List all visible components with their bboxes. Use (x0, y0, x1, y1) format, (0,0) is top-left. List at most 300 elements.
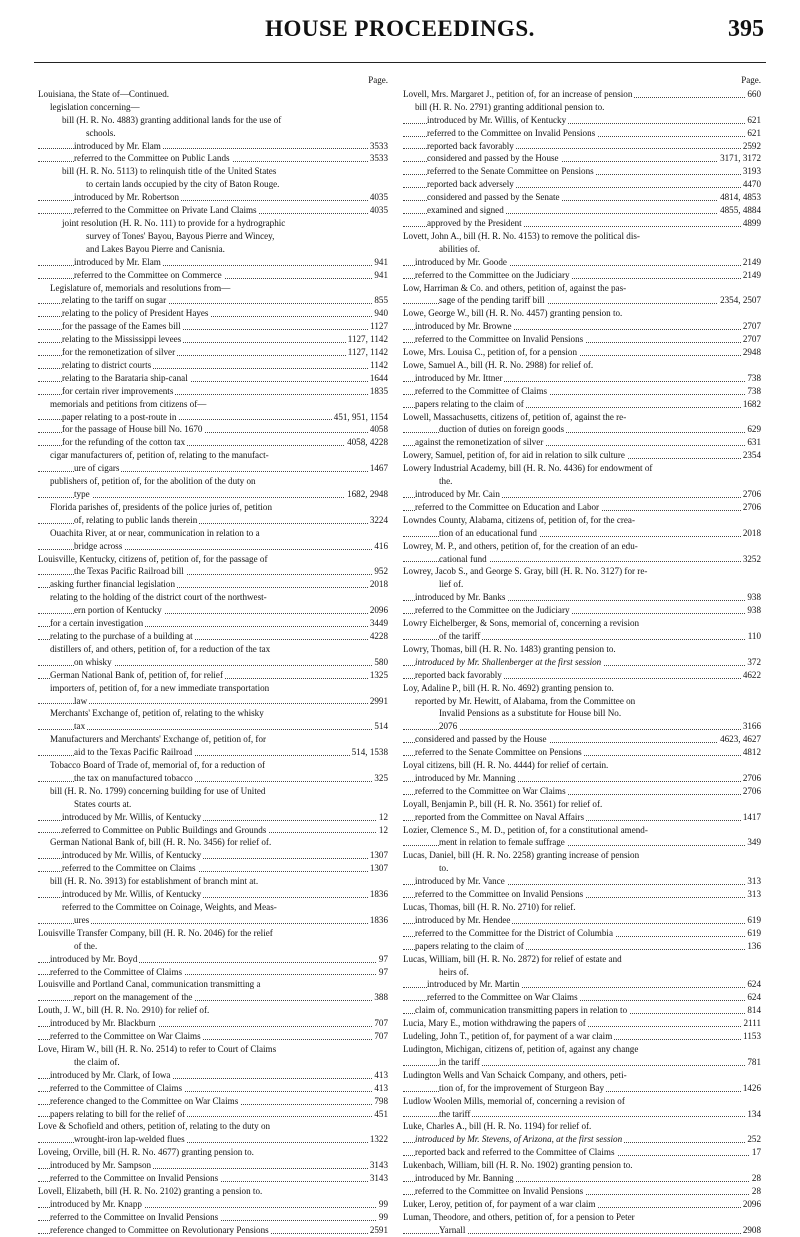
entry-page-ref: 2354, 2507 (720, 295, 761, 306)
entry-text: Lowe, Mrs. Louisa C., petition of, for a pension (403, 347, 578, 358)
index-entry (403, 501, 761, 514)
index-entry (38, 307, 388, 320)
index-entry (403, 682, 761, 695)
index-entry (403, 772, 761, 785)
entry-text: ment in relation to female suffrage (439, 837, 565, 848)
entry-page-ref: 1682, 2948 (347, 489, 388, 499)
index-entry (403, 333, 761, 346)
entry-text: bill (H. R. No. 3913) for establishment of branch mint at. (50, 876, 259, 887)
index-entry (38, 152, 388, 165)
index-entry (403, 191, 761, 204)
entry-text: Florida parishes of, presidents of the police juries of, petition (50, 501, 272, 512)
index-entry (38, 488, 388, 501)
entry-text: papers relating to the claim of (415, 940, 524, 951)
entry-page-ref: 110 (747, 630, 761, 641)
entry-text: against the remonetization of silver (415, 437, 544, 448)
index-entry (403, 991, 761, 1004)
index-entry (38, 1056, 388, 1069)
entry-text: introduced by Mr. Willis, of Kentucky (62, 811, 202, 822)
index-entry (403, 1069, 761, 1082)
index-entry (403, 462, 761, 475)
entry-text: referred to the Committee on Invalid Pensions (415, 1185, 584, 1196)
entry-page-ref: 97 (378, 953, 388, 964)
entry-text: Lowe, Samuel A., bill (H. R. No. 2988) for relief of. (403, 359, 594, 370)
index-entry (38, 411, 388, 424)
entry-text: relating to the tariff on sugar (62, 295, 167, 306)
entry-text: referred to the Committee on Coinage, Weights, and Meas- (62, 902, 277, 912)
index-entry (38, 824, 388, 837)
entry-page-ref: 4035 (369, 192, 388, 203)
entry-text: 2076 (439, 721, 458, 732)
entry-text: of, relating to public lands therein (74, 514, 198, 525)
entry-text: paper relating to a post-route in (62, 411, 177, 422)
index-entry (403, 1172, 761, 1185)
entry-page-ref: 451 (374, 1108, 388, 1119)
entry-page-ref: 3252 (742, 553, 761, 564)
entry-text: the tariff (439, 1108, 471, 1119)
entry-text: tion of, for the improvement of Sturgeon Bay (439, 1082, 605, 1093)
entry-text: Lucas, Thomas, bill (H. R. No. 2710) for relief. (403, 902, 576, 912)
index-entry (403, 282, 761, 295)
entry-page-ref: 1307 (369, 863, 388, 874)
entry-page-ref: 3143 (369, 1173, 388, 1184)
entry-text: relating to the Barataria ship-canal (62, 372, 188, 383)
index-entry (403, 798, 761, 811)
index-entry (38, 423, 388, 436)
entry-page-ref: 2908 (742, 1224, 761, 1235)
entry-text: Ludlow Woolen Mills, memorial of, concerning a revision of (403, 1095, 625, 1106)
index-entry (38, 953, 388, 966)
entry-text: Lovell, Mrs. Margaret J., petition of, for an increase of pension (403, 88, 633, 99)
index-entry (403, 398, 761, 411)
entry-page-ref: 99 (378, 1198, 388, 1209)
index-entry (38, 927, 388, 940)
index-entry (403, 565, 761, 578)
entry-page-ref: 349 (747, 837, 761, 848)
entry-text: introduced by Mr. Martin (427, 979, 520, 990)
index-entry (403, 256, 761, 269)
entry-page-ref: 1307 (369, 850, 388, 861)
entry-text: Merchants' Exchange of, petition of, relating to the whisky (50, 708, 264, 719)
entry-text: schools. (86, 127, 116, 138)
entry-text: Lucia, Mary E., motion withdrawing the papers of (403, 1018, 586, 1029)
entry-text: referred to Committee on Public Buildings and Grounds (62, 824, 267, 835)
index-entry (403, 630, 761, 643)
entry-text: ern portion of Kentucky (74, 605, 162, 616)
entry-text: referred to the Committee of Claims (415, 385, 548, 396)
index-entry (38, 230, 388, 243)
index-entry (403, 540, 761, 553)
index-entry (38, 733, 388, 746)
entry-text: aid to the Texas Pacific Railroad (74, 747, 193, 758)
entry-text: Manufacturers and Merchants' Exchange of, petition of, for (50, 734, 267, 745)
entry-text: relating to the policy of President Hayes (62, 308, 209, 319)
entry-text: introduced by Mr. Vance (415, 876, 505, 887)
index-entry (38, 695, 388, 708)
entry-text: of the. (74, 940, 98, 951)
entry-page-ref: 313 (747, 889, 761, 900)
entry-page-ref: 1325 (369, 669, 388, 680)
entry-page-ref: 938 (747, 605, 761, 616)
entry-text: referred to the Committee on Invalid Pensions (415, 889, 584, 900)
index-entry (38, 527, 388, 540)
index-entry (403, 514, 761, 527)
entry-page-ref: 2707 (742, 334, 761, 345)
entry-page-ref: 325 (374, 772, 388, 783)
entry-page-ref: 451, 951, 1154 (333, 411, 388, 422)
index-entry (403, 1082, 761, 1095)
index-entry (403, 88, 761, 101)
index-entry (403, 927, 761, 940)
entry-page-ref: 781 (747, 1056, 761, 1067)
index-entry (403, 488, 761, 501)
entry-page-ref: 2592 (742, 140, 761, 151)
index-entry (38, 178, 388, 191)
index-entry (403, 875, 761, 888)
entry-text: introduced by Mr. Elam (74, 256, 161, 267)
index-entry (38, 1198, 388, 1211)
entry-text: Louisville Transfer Company, bill (H. R. No. 2046) for the relief (38, 927, 273, 938)
index-entry (38, 1133, 388, 1146)
entry-text: papers relating to bill for the relief of (50, 1108, 186, 1119)
index-entry (38, 630, 388, 643)
index-entry (403, 152, 761, 165)
entry-text: reported from the Committee on Naval Affairs (415, 811, 585, 822)
entry-text: referred to the Committee on War Claims (427, 992, 578, 1003)
entry-text: Tobacco Board of Trade of, memorial of, for a reduction of (50, 760, 266, 771)
entry-page-ref: 388 (374, 992, 388, 1003)
entry-page-ref: 2706 (742, 489, 761, 499)
index-entry (38, 604, 388, 617)
entry-text: the Texas Pacific Railroad bill (74, 566, 184, 577)
entry-page-ref: 4622 (742, 669, 761, 680)
entry-text: Legislature of, memorials and resolutions from— (50, 282, 231, 293)
index-entry (403, 759, 761, 772)
entry-text: Low, Harriman & Co. and others, petition of, against the pas- (403, 282, 627, 293)
entry-page-ref: 2354 (742, 450, 761, 461)
index-entry (403, 204, 761, 217)
index-entry (38, 1082, 388, 1095)
entry-page-ref: 941 (374, 269, 388, 280)
entry-text: Loveing, Orville, bill (H. R. No. 4677) granting pension to. (38, 1147, 254, 1158)
entry-text: papers relating to the claim of (415, 398, 524, 409)
index-entry (38, 165, 388, 178)
entry-text: referred to the Committee on Invalid Pensions (50, 1173, 219, 1184)
entry-text: ure of cigars (74, 463, 120, 474)
entry-text: States courts at. (74, 798, 132, 809)
index-entry (403, 720, 761, 733)
index-entry (403, 423, 761, 436)
index-entry (403, 553, 761, 566)
index-entry (403, 695, 761, 708)
entry-page-ref: 2706 (742, 772, 761, 783)
entry-text: distillers of, and others, petition of, for a reduction of the tax (50, 643, 271, 654)
entry-text: the claim of. (74, 1056, 120, 1067)
entry-text: introduced by Mr. Boyd (50, 953, 138, 964)
index-entry (38, 759, 388, 772)
index-entry (403, 307, 761, 320)
entry-text: introduced by Mr. Clark, of Iowa (50, 1069, 171, 1080)
entry-text: abilities of. (439, 243, 480, 254)
page-header (0, 16, 800, 56)
entry-text: Luker, Leroy, petition of, for payment of a war claim (403, 1198, 596, 1209)
index-entry (403, 643, 761, 656)
entry-text: introduced by Mr. Browne (415, 321, 512, 332)
index-entry (38, 501, 388, 514)
index-entry (38, 256, 388, 269)
index-entry (38, 746, 388, 759)
index-entry (403, 1108, 761, 1121)
index-entry (403, 785, 761, 798)
entry-page-ref: 580 (374, 656, 388, 667)
entry-page-ref: 4035 (369, 205, 388, 216)
index-entry (403, 127, 761, 140)
index-entry (38, 991, 388, 1004)
entry-text: Lowndes County, Alabama, citizens of, petition of, for the crea- (403, 514, 635, 525)
entry-page-ref: 3193 (742, 166, 761, 177)
index-entry (403, 669, 761, 682)
index-entry (403, 888, 761, 901)
entry-page-ref: 4623, 4627 (720, 734, 761, 745)
entry-text: relating to district courts (62, 359, 152, 370)
entry-text: Loyall, Benjamin P., bill (H. R. No. 3561) for relief of. (403, 798, 603, 809)
index-entry (403, 836, 761, 849)
index-entry (38, 836, 388, 849)
entry-text: introduced by Mr. Hendee (415, 914, 511, 925)
entry-text: introduced by Mr. Willis, of Kentucky (62, 889, 202, 900)
index-entry (38, 204, 388, 217)
entry-page-ref: 1836 (369, 914, 388, 925)
entry-page-ref: 28 (751, 1173, 761, 1184)
index-entry (403, 114, 761, 127)
index-entry (38, 888, 388, 901)
entry-text: relating to the holding of the district court of the northwest- (50, 592, 267, 603)
entry-page-ref: 4855, 4884 (720, 205, 761, 216)
entry-text: the tax on manufactured tobacco (74, 772, 193, 783)
entry-text: Luman, Theodore, and others, petition of, for a pension to Peter (403, 1211, 635, 1222)
index-entry (38, 862, 388, 875)
entry-text: cational fund (439, 553, 487, 564)
entry-page-ref: 372 (747, 656, 761, 667)
entry-text: duction of duties on foreign goods (439, 424, 565, 435)
entry-text: Louisiana, the State of—Continued. (38, 88, 170, 99)
entry-text: Yarnall (439, 1224, 466, 1235)
entry-text: bill (H. R. No. 2791) granting additional pension to. (415, 101, 605, 112)
entry-page-ref: 3171, 3172 (720, 153, 761, 164)
index-entry (38, 656, 388, 669)
entry-text: referred to the Committee for the District of Columbia (415, 927, 613, 938)
entry-page-ref: 631 (747, 437, 761, 448)
entry-text: for the refunding of the cotton tax (62, 437, 186, 448)
entry-page-ref: 4470 (742, 179, 761, 190)
entry-text: tax (74, 721, 86, 732)
entry-text: Ludington Wells and Van Schaick Company, and others, peti- (403, 1069, 627, 1080)
entry-text: referred to the Committee on the Judiciary (415, 269, 570, 280)
index-entry (38, 140, 388, 153)
index-entry (38, 591, 388, 604)
entry-text: for certain river improvements (62, 385, 174, 396)
entry-page-ref: 1467 (369, 463, 388, 474)
index-entry (403, 914, 761, 927)
entry-page-ref: 3449 (369, 618, 388, 629)
index-entry (38, 385, 388, 398)
entry-text: Ouachita River, at or near, communication in relation to a (50, 527, 260, 538)
index-entry (38, 565, 388, 578)
index-entry (403, 1185, 761, 1198)
index-entry (38, 785, 388, 798)
index-entry (38, 475, 388, 488)
index-entry (38, 707, 388, 720)
entry-page-ref: 413 (374, 1069, 388, 1080)
entry-text: introduced by Mr. Elam (74, 140, 161, 151)
entry-text: Lowe, George W., bill (H. R. No. 4457) granting pension to. (403, 308, 623, 319)
entry-text: referred to the Committee on War Claims (415, 785, 566, 796)
entry-page-ref: 1644 (369, 372, 388, 383)
index-entry (38, 398, 388, 411)
index-entry (38, 1043, 388, 1056)
entry-page-ref: 3533 (369, 140, 388, 151)
entry-text: introduced by Mr. Shallenberger at the first session (415, 656, 602, 667)
index-entry (38, 875, 388, 888)
entry-page-ref: 3143 (369, 1160, 388, 1171)
entry-text: for a certain investigation (50, 618, 144, 629)
entry-page-ref: 1417 (742, 811, 761, 822)
entry-text: introduced by Mr. Willis, of Kentucky (62, 850, 202, 861)
entry-page-ref: 3533 (369, 153, 388, 164)
index-entry (38, 772, 388, 785)
index-entry (38, 643, 388, 656)
entry-text: to. (439, 863, 449, 874)
index-entry (403, 359, 761, 372)
entry-page-ref: 621 (747, 127, 761, 138)
entry-text: considered and passed by the House (427, 153, 559, 164)
entry-text: Lowrey, M. P., and others, petition of, for the creation of an edu- (403, 540, 638, 551)
index-entry (38, 333, 388, 346)
entry-page-ref: 136 (747, 940, 761, 951)
index-entry (38, 811, 388, 824)
entry-page-ref: 2018 (742, 527, 761, 538)
entry-text: asking further financial legislation (50, 579, 175, 590)
index-entry (403, 475, 761, 488)
index-entry (38, 320, 388, 333)
entry-page-ref: 252 (747, 1134, 761, 1145)
index-entry (38, 449, 388, 462)
entry-page-ref: 99 (378, 1211, 388, 1222)
index-entry (403, 436, 761, 449)
entry-text: considered and passed by the Senate (427, 192, 560, 203)
entry-text: referred to the Committee on the Judiciary (415, 605, 570, 616)
entry-text: survey of Tones' Bayou, Bayous Pierre and Wincey, (86, 230, 275, 241)
entry-text: type (74, 489, 90, 499)
entry-text: Lovell, Elizabeth, bill (H. R. No. 2102) granting a pension to. (38, 1185, 263, 1196)
index-entry (403, 953, 761, 966)
index-entry (38, 1224, 388, 1237)
index-entry (403, 230, 761, 243)
entry-page-ref: 619 (747, 914, 761, 925)
entry-text: Louisville and Portland Canal, communication transmitting a (38, 979, 261, 990)
entry-text: Lukenbach, William, bill (H. R. No. 1902) granting pension to. (403, 1160, 633, 1171)
index-entry (403, 1030, 761, 1043)
entry-page-ref: 1127, 1142 (347, 347, 388, 358)
entry-text: introduced by Mr. Robertson (74, 192, 180, 203)
entry-text: referred to the Senate Committee on Pensions (415, 747, 582, 758)
index-entry (403, 527, 761, 540)
entry-page-ref: 738 (747, 372, 761, 383)
page-column-label: Page. (741, 75, 761, 85)
entry-text: Lowry, Thomas, bill (H. R. No. 1483) granting pension to. (403, 643, 616, 654)
entry-text: referred to the Committee on Invalid Pensions (50, 1211, 219, 1222)
entry-text: introduced by Mr. Ittner (415, 372, 503, 383)
entry-text: cigar manufacturers of, petition of, relating to the manufact- (50, 450, 269, 461)
index-entry (38, 269, 388, 282)
entry-page-ref: 938 (747, 592, 761, 603)
index-entry (403, 385, 761, 398)
index-entry (38, 940, 388, 953)
entry-text: approved by the President (427, 217, 522, 228)
index-entry (38, 914, 388, 927)
index-entry (38, 346, 388, 359)
index-entry (403, 811, 761, 824)
entry-page-ref: 1836 (369, 889, 388, 900)
index-entry (38, 462, 388, 475)
index-entry (403, 165, 761, 178)
entry-text: referred to the Committee on Claims (62, 863, 196, 874)
entry-text: in the tariff (439, 1056, 480, 1067)
entry-text: Love, Hiram W., bill (H. R. No. 2514) to refer to Court of Claims (38, 1043, 277, 1054)
entry-page-ref: 1835 (369, 385, 388, 396)
index-entry (38, 191, 388, 204)
entry-text: German National Bank of, petition of, for relief (50, 669, 223, 680)
index-entry (38, 578, 388, 591)
entry-page-ref: 12 (378, 824, 388, 835)
entry-text: reported by Mr. Hewitt, of Alabama, from the Committee on (415, 695, 636, 706)
index-entry (38, 669, 388, 682)
entry-text: joint resolution (H. R. No. 111) to provide for a hydrographic (62, 217, 286, 228)
entry-text: Ludington, Michigan, citizens of, petition of, against any change (403, 1043, 639, 1054)
entry-text: introduced by Mr. Manning (415, 772, 516, 783)
index-entry (403, 901, 761, 914)
entry-text: of the tariff (439, 630, 481, 641)
entry-page-ref: 1127, 1142 (347, 334, 388, 345)
entry-page-ref: 941 (374, 256, 388, 267)
entry-text: examined and signed (427, 205, 504, 216)
index-entry (403, 1224, 761, 1237)
entry-page-ref: 1426 (742, 1082, 761, 1093)
index-entry (38, 101, 388, 114)
index-entry (403, 1120, 761, 1133)
entry-text: introduced by Mr. Stevens, of Arizona, at the first session (415, 1134, 623, 1145)
entry-text: introduced by Mr. Sampson (50, 1160, 152, 1171)
entry-page-ref: 4228 (369, 630, 388, 641)
index-entry (38, 1095, 388, 1108)
index-column-right (403, 74, 761, 1237)
index-entry (403, 978, 761, 991)
entry-text: Louisville, Kentucky, citizens of, petition of, for the passage of (38, 553, 268, 564)
entry-text: Louth, J. W., bill (H. R. No. 2910) for relief of. (38, 1005, 210, 1016)
entry-text: importers of, petition of, for a new immediate transportation (50, 682, 270, 693)
entry-text: Lowell, Massachusetts, citizens of, petition of, against the re- (403, 411, 627, 422)
entry-text: sage of the pending tariff bill (439, 295, 545, 306)
entry-text: relating to the Mississippi levees (62, 334, 182, 345)
entry-text: Invalid Pensions as a substitute for House bill No. (439, 708, 622, 719)
index-entry (38, 1069, 388, 1082)
entry-text: Lowrey, Jacob S., and George S. Gray, bill (H. R. No. 3127) for re- (403, 566, 648, 577)
entry-page-ref: 2991 (369, 695, 388, 706)
index-entry (38, 294, 388, 307)
entry-text: introduced by Mr. Banning (415, 1173, 514, 1184)
entry-text: considered and passed by the House (415, 734, 547, 745)
entry-text: for the passage of House bill No. 1670 (62, 424, 203, 435)
